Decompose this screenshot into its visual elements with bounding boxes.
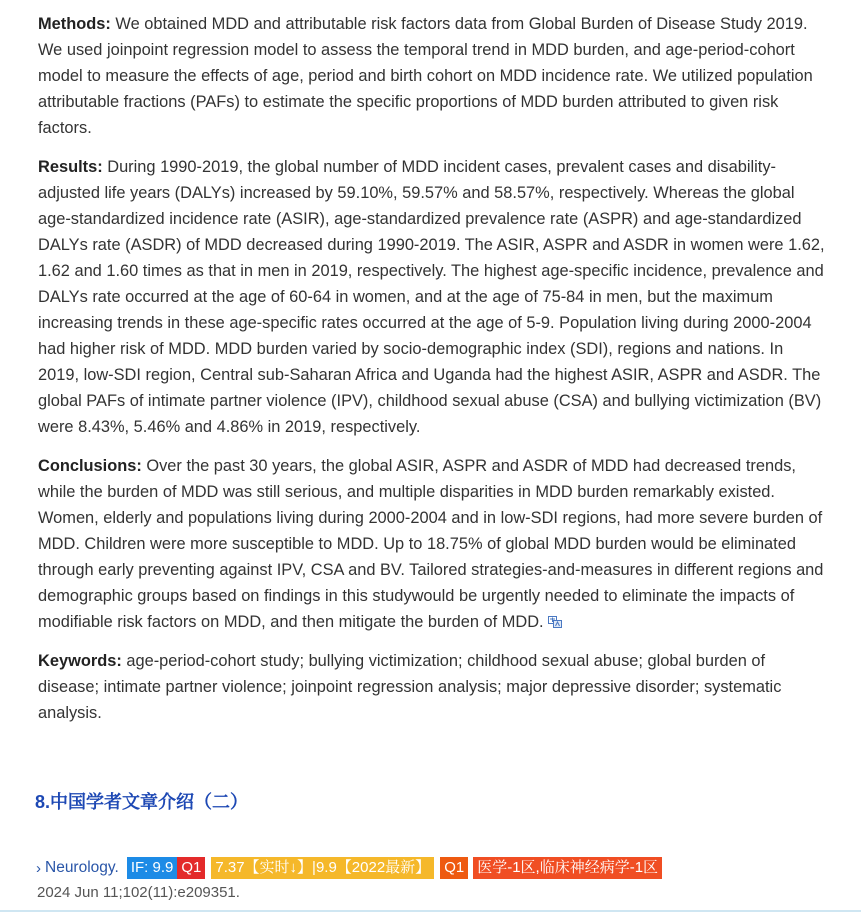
results-text: During 1990-2019, the global number of MDD incident cases, prevalent cases and disability-adjusted life years (DALYs) increased by 59.10%, 59.57% and 58.57%, respectively. Whereas the global age-standardized incidence rate (ASIR), age-standardized prevalence rate (ASPR) and age-standardized DALYs rate (ASDR) of MDD decreased during 1990-2019. The ASIR, ASPR and ASDR in women were 1.62, 1.62 and 1.60 times as that in men in 2019, respectively. The highest age-specific incidence, prevalence and DALYs rate occurred at the age of 60-64 in women, and at the age of 75-84 in men, but the maximum increasing trends in these age-specific rates occurred at the age of 5-9. Population living during 2000-2004 had higher risk of MDD. MDD burden varied by socio-demographic index (SDI), regions and nations. In 2019, low-SDI region, Central sub-Saharan Africa and Uganda had the highest ASIR, ASPR and ASDR. The global PAFs of intimate partner violence (IPV), childhood sexual abuse (CSA) and bullying victimization (BV) were 8.43%, 5.46% and 4.86% in 2019, respectively. [38, 158, 825, 436]
conclusions-label: Conclusions: [38, 457, 142, 475]
citation-date: 2024 Jun 11;102(11):e209351. [37, 884, 240, 901]
reference-line [36, 857, 662, 879]
chevron-right-icon[interactable]: › [36, 859, 41, 877]
methods-text: We obtained MDD and attributable risk factors data from Global Burden of Disease Study 2019. We used joinpoint regression model to assess the temporal trend in MDD burden, and age-period-cohort model to measure the effects of age, period and birth cohort on MDD incidence rate. We utilized population attributable fractions (PAFs) to estimate the specific proportions of MDD burden attributed to given risk factors. [38, 15, 813, 137]
translate-icon[interactable] [548, 610, 562, 622]
impact-factor-badge: IF: 9.9 [127, 857, 178, 879]
category-badge: 医学-1区,临床神经病学-1区 [473, 857, 662, 879]
results-paragraph [38, 154, 828, 440]
quartile-badge-secondary: Q1 [440, 857, 468, 879]
keywords-paragraph [38, 648, 828, 726]
conclusions-text: Over the past 30 years, the global ASIR, ASPR and ASDR of MDD had decreased trends, while the burden of MDD was still serious, and multiple disparities in MDD burden remarkably existed. Women, elderly and populations living during 2000-2004 and in low-SDI regions, had more severe burden of MDD. Children were more susceptible to MDD. Up to 18.75% of global MDD burden would be eliminated through early preventing against IPV, CSA and BV. Tailored strategies-and-measures in different regions and demographic groups based on findings in this studywould be urgently needed to eliminate the impacts of modifiable risk factors on MDD, and then mitigate the burden of MDD. [38, 457, 824, 631]
keywords-text: age-period-cohort study; bullying victimization; childhood sexual abuse; global burden of disease; intimate partner violence; joinpoint regression analysis; major depressive disorder; systematic analysis. [38, 652, 782, 722]
bottom-divider [0, 910, 861, 912]
conclusions-paragraph [38, 453, 828, 635]
journal-link[interactable]: Neurology. [45, 859, 119, 876]
abstract [38, 11, 828, 739]
quartile-badge: Q1 [177, 857, 205, 879]
methods-paragraph [38, 11, 828, 141]
section-title: 8.中国学者文章介绍（二） [35, 792, 249, 812]
methods-label: Methods: [38, 15, 111, 33]
keywords-label: Keywords: [38, 652, 122, 670]
results-label: Results: [38, 158, 103, 176]
realtime-if-badge: 7.37【实时↓】|9.9【2022最新】 [211, 857, 434, 879]
